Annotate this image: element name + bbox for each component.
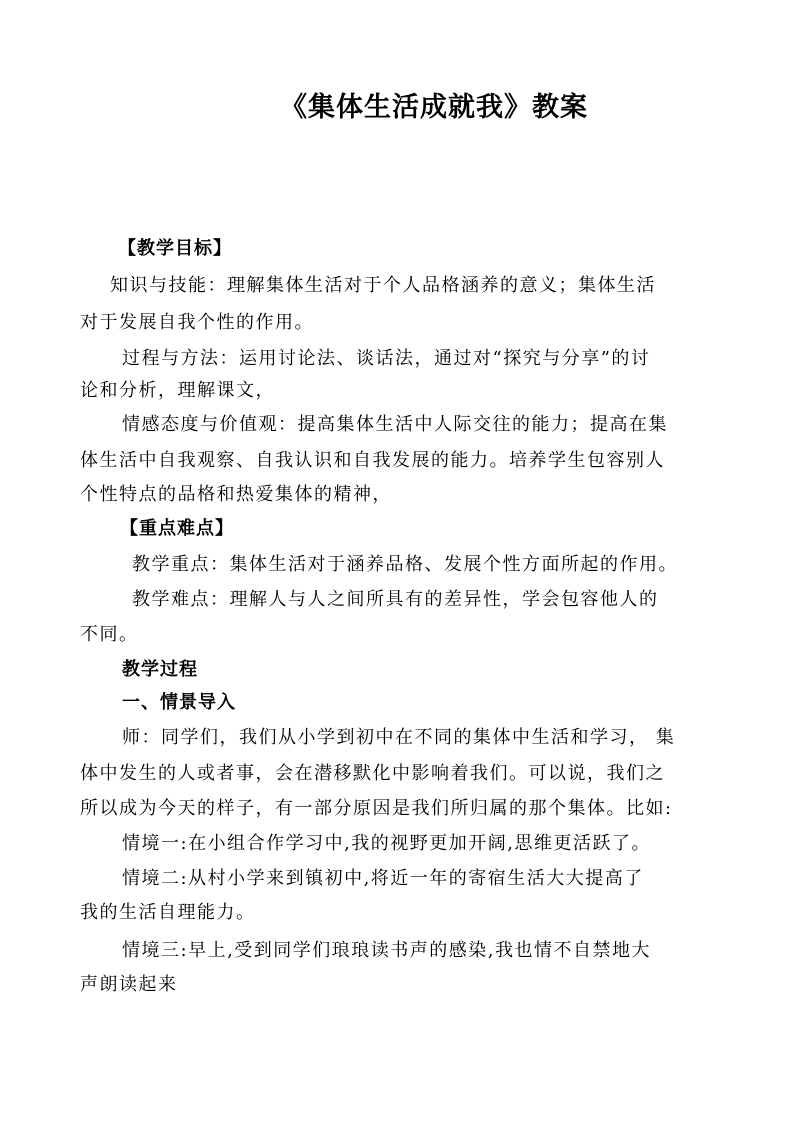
paragraph-line: 知识与技能：理解集体生活对于个人品格涵养的意义；集体生活	[110, 275, 656, 296]
paragraph-line: 情境二:从村小学来到镇初中,将近一年的寄宿生活大大提高了	[122, 868, 644, 889]
paragraph-line: 教学难点：理解人与人之间所具有的差异性，学会包容他人的	[132, 589, 659, 610]
paragraph-line: 论和分析，理解课文，	[80, 380, 275, 401]
paragraph-line: 对于发展自我个性的作用。	[80, 312, 314, 333]
paragraph-line: 我的生活自理能力。	[80, 902, 256, 923]
paragraph-line: 不同。	[80, 624, 139, 645]
paragraph-line: 情感态度与价值观：提高集体生活中人际交往的能力；提高在集	[122, 414, 668, 435]
document-title-text: 《集体生活成就我》教案	[280, 92, 588, 123]
paragraph-line: 体生活中自我观察、自我认识和自我发展的能力。培养学生包容别人	[80, 450, 665, 471]
paragraph-line: 情境一:在小组合作学习中,我的视野更加开阔,思维更活跃了。	[122, 833, 652, 854]
paragraph-line: 所以成为今天的样子，有一部分原因是我们所归属的那个集体。比如:	[80, 798, 673, 819]
section-heading-objectives: 【教学目标】	[118, 238, 232, 259]
paragraph-line: 个性特点的品格和热爱集体的精神，	[80, 484, 392, 505]
section-heading-intro: 一、情景导入	[122, 692, 236, 713]
paragraph-line: 过程与方法：运用讨论法、谈话法，通过对“探究与分享”的讨	[122, 348, 651, 369]
paragraph-line: 教学重点：集体生活对于涵养品格、发展个性方面所起的作用。	[132, 554, 678, 575]
paragraph-line: 情境三:早上,受到同学们琅琅读书声的感染,我也情不自禁地大	[122, 940, 652, 961]
paragraph-line: 体中发生的人或者事，会在潜移默化中影响着我们。可以说，我们之	[80, 763, 665, 784]
paragraph-line: 声朗读起来	[80, 974, 178, 995]
document-title	[0, 88, 794, 128]
section-heading-key-points: 【重点难点】	[120, 518, 234, 539]
section-heading-process: 教学过程	[122, 659, 198, 680]
paragraph-line: 师：同学们，我们从小学到初中在不同的集体中生活和学习， 集	[122, 727, 676, 748]
